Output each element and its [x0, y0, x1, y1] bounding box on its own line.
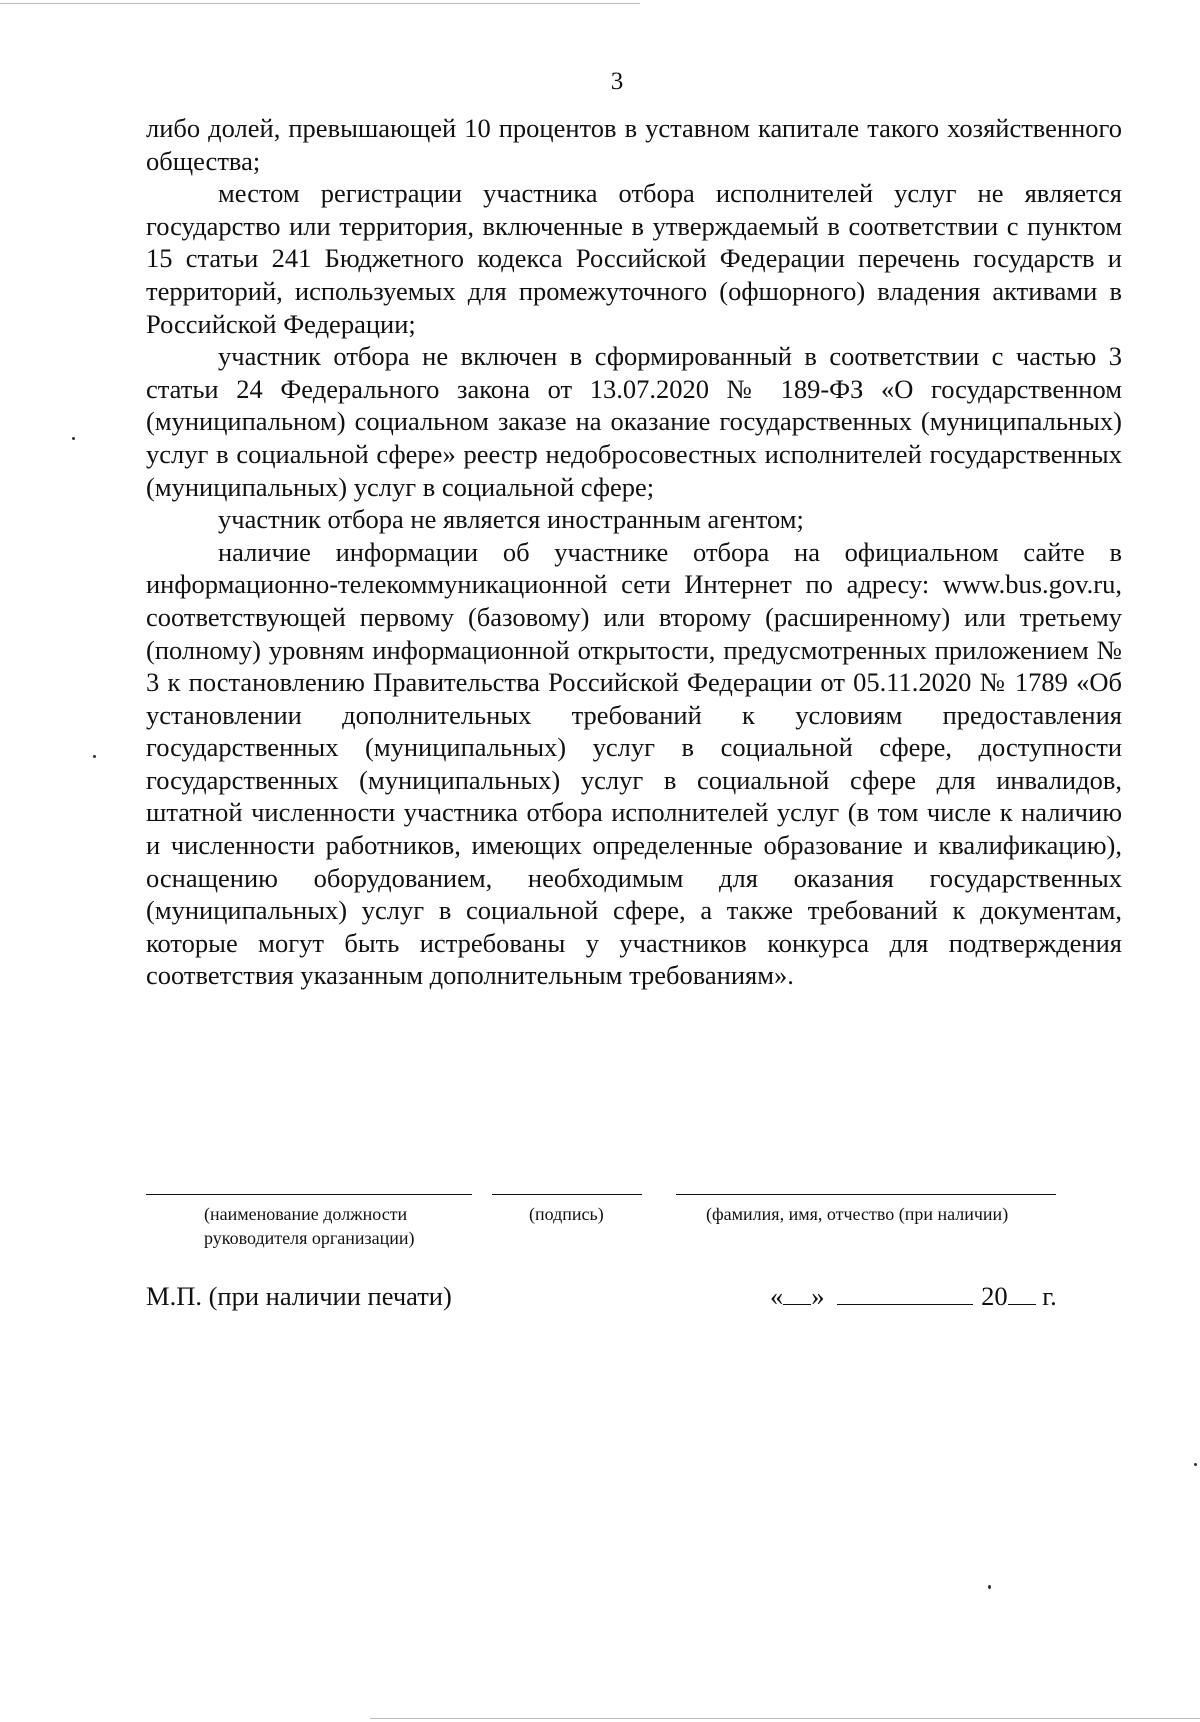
month-blank	[837, 1284, 973, 1305]
position-caption-line1: (наименование должности	[204, 1204, 408, 1224]
year-suffix: г.	[1042, 1281, 1057, 1311]
scan-edge-bottom	[370, 1718, 1200, 1719]
page-number: 3	[610, 68, 624, 95]
scan-edge-top	[0, 3, 640, 4]
stamp-placeholder: М.П. (при наличии печати)	[146, 1281, 452, 1311]
paragraph-registration: местом регистрации участника отбора исполнителей услуг не является государство или территория, включенные в утверждаемый в соответствии с пунктом 15 статьи 241 Бюджетного кодекса Российской Федерации перечень государств и территорий, используемых для промежуточного (офшорного) владения активами в Российской Федерации;	[146, 178, 1122, 339]
scan-speck	[988, 1585, 991, 1589]
signature-block	[146, 1194, 1066, 1254]
signature-line	[492, 1194, 642, 1195]
scan-speck	[1194, 1463, 1197, 1466]
paragraph-foreign-agent: участник отбора не является иностранным агентом;	[218, 504, 804, 535]
signature-caption: (подпись)	[529, 1204, 604, 1224]
date-field	[770, 1281, 1057, 1312]
date-open-quote: «	[770, 1281, 784, 1311]
position-caption	[204, 1202, 474, 1250]
paragraph-registry: участник отбора не включен в сформированный в соответствии с частью 3 статьи 24 Федерального закона от 13.07.2020 № 189-ФЗ «О государственном (муниципальном) социальном заказе на оказание государственных (муниципальных) услуг в социальной сфере» реестр недобросовестных исполнителей государственных (муниципальных) услуг в социальной сфере;	[146, 341, 1122, 502]
date-close-quote: »	[811, 1281, 825, 1311]
position-line	[146, 1194, 472, 1195]
name-line	[676, 1194, 1056, 1195]
year-prefix: 20	[981, 1281, 1008, 1311]
paragraph-continuation: либо долей, превышающей 10 процентов в уставном капитале такого хозяйственного общества;	[146, 113, 1122, 176]
year-blank	[1008, 1284, 1036, 1305]
scan-speck	[93, 755, 96, 758]
paragraph-information: наличие информации об участнике отбора на официальном сайте в информационно-телекоммуникационной сети Интернет по адресу: www.bus.gov.ru, соответствующей первому (базовому) или второму (расширенному) или третьему (полному) уровням информационной открытости, предусмотренных приложением № 3 к постановлению Правительства Российской Федерации от 05.11.2020 № 1789 «Об установлении дополнительных требований к условиям предоставления государственных (муниципальных) услуг в социальной сфере, доступности государственных (муниципальных) услуг в социальной сфере для инвалидов, штатной численности участника отбора исполнителей услуг (в том числе к наличию и численности работников, имеющих определенные образование и квалификацию), оснащению оборудованием, необходимым для оказания государственных (муниципальных) услуг в социальной сфере, а также требований к документам, которые могут быть истребованы у участников конкурса для подтверждения соответствия указанным дополнительным требованиям».	[146, 536, 1122, 991]
position-caption-line2: руководителя организации)	[204, 1228, 415, 1248]
document-body	[146, 112, 1122, 992]
day-blank	[783, 1284, 811, 1305]
scan-speck	[72, 437, 75, 440]
name-caption: (фамилия, имя, отчество (при наличии)	[706, 1204, 1009, 1224]
